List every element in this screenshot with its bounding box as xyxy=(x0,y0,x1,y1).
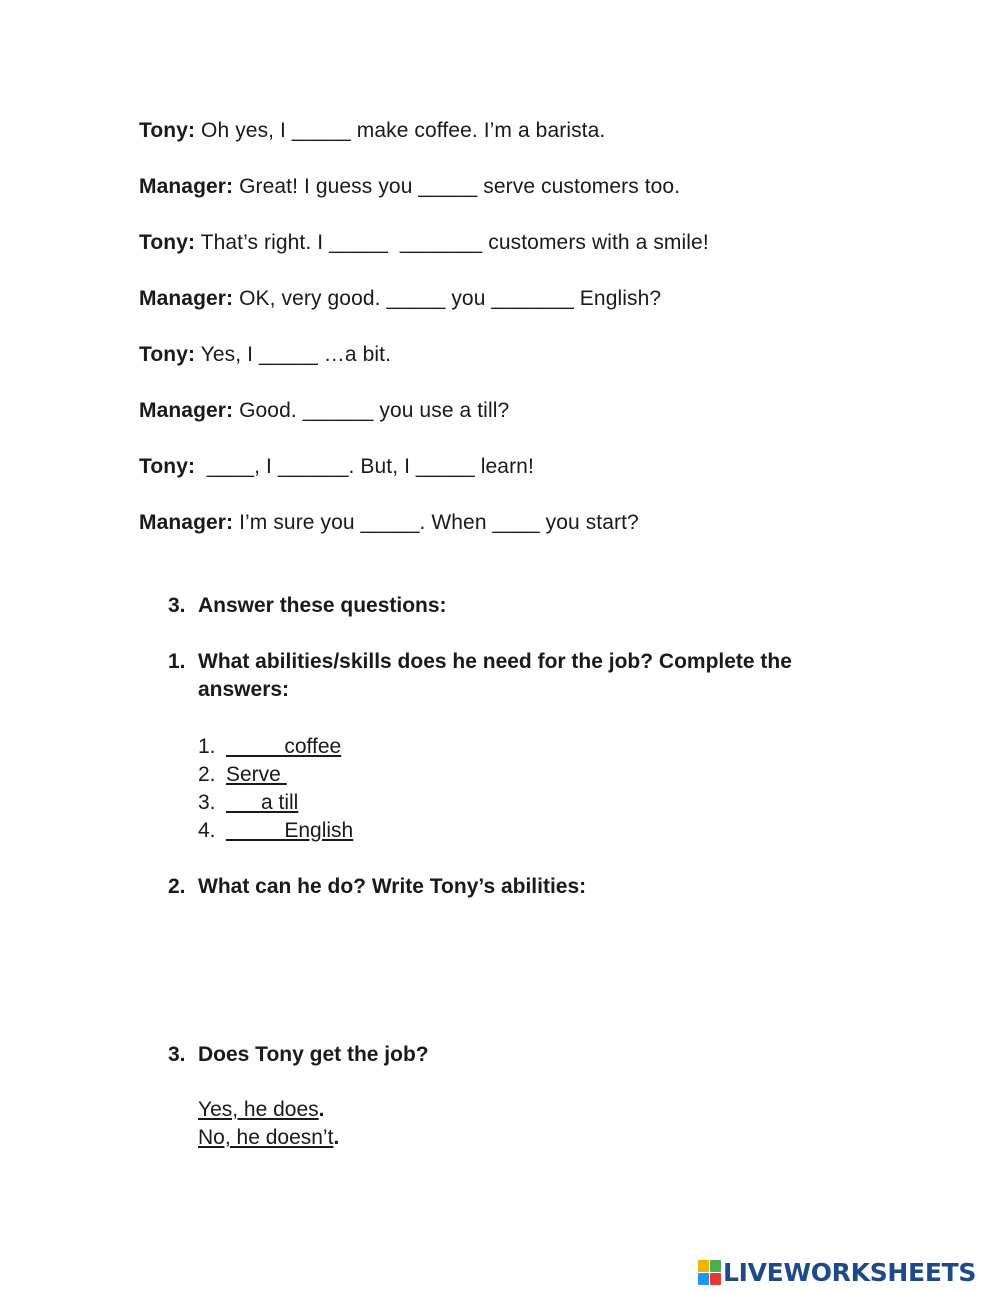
dialogue-line xyxy=(139,510,639,536)
question-text: What abilities/skills does he need for the job? Complete the answers: xyxy=(198,650,792,701)
question-heading xyxy=(168,648,888,704)
speaker: Manager: xyxy=(139,287,234,310)
option-punct: . xyxy=(333,1126,340,1149)
dialogue-line xyxy=(139,398,509,424)
skill-answer[interactable]: English xyxy=(226,819,354,842)
speaker: Tony: xyxy=(139,343,196,366)
question-number: 2. xyxy=(168,875,186,898)
skill-answer[interactable]: coffee xyxy=(226,735,342,758)
dialogue-text: Great! I guess you _____ serve customers too. xyxy=(233,175,681,198)
answer-option[interactable] xyxy=(198,1125,339,1151)
dialogue-text: I’m sure you _____. When ____ you start? xyxy=(233,511,639,534)
skill-number: 4. xyxy=(198,819,216,842)
skill-number: 3. xyxy=(198,791,216,814)
skill-item xyxy=(198,790,298,816)
skill-item xyxy=(198,818,353,844)
speaker: Tony: xyxy=(139,231,196,254)
option-text: No, he doesn’t xyxy=(198,1126,334,1149)
dialogue-line xyxy=(139,342,391,368)
dialogue-line xyxy=(139,454,534,480)
option-punct: . xyxy=(318,1098,325,1121)
liveworksheets-logo-icon xyxy=(698,1260,720,1284)
dialogue-text: Yes, I _____ …a bit. xyxy=(195,343,392,366)
dialogue-line xyxy=(139,174,680,200)
logo-text: LIVEWORKSHEETS xyxy=(723,1257,977,1287)
skill-item xyxy=(198,762,287,788)
skill-item xyxy=(198,734,341,760)
speaker: Manager: xyxy=(139,175,234,198)
dialogue-text: Oh yes, I _____ make coffee. I’m a barista. xyxy=(195,119,606,142)
question-number: 3. xyxy=(168,1043,186,1066)
question-heading xyxy=(168,873,888,901)
dialogue-line xyxy=(139,286,661,312)
dialogue-text: That’s right. I _____ _______ customers with a smile! xyxy=(195,231,709,254)
skill-number: 2. xyxy=(198,763,216,786)
section-title: Answer these questions: xyxy=(198,594,447,617)
skill-answer[interactable]: Serve xyxy=(226,763,287,786)
section-number: 3. xyxy=(168,594,186,617)
question-text: Does Tony get the job? xyxy=(198,1043,429,1066)
answer-option[interactable] xyxy=(198,1097,325,1123)
dialogue-line xyxy=(139,230,709,256)
skill-number: 1. xyxy=(198,735,216,758)
speaker: Manager: xyxy=(139,511,234,534)
liveworksheets-logo xyxy=(698,1258,976,1286)
option-text: Yes, he does xyxy=(198,1098,319,1121)
dialogue-line xyxy=(139,118,605,144)
dialogue-text: OK, very good. _____ you _______ English? xyxy=(233,287,662,310)
question-heading xyxy=(168,1041,888,1069)
skill-answer[interactable]: a till xyxy=(226,791,299,814)
question-text: What can he do? Write Tony’s abilities: xyxy=(198,875,587,898)
speaker: Tony: xyxy=(139,119,196,142)
speaker: Tony: xyxy=(139,455,196,478)
dialogue-text: ____, I ______. But, I _____ learn! xyxy=(195,455,534,478)
question-number: 1. xyxy=(168,650,186,673)
speaker: Manager: xyxy=(139,399,234,422)
dialogue-text: Good. ______ you use a till? xyxy=(233,399,510,422)
section-heading xyxy=(168,592,888,620)
